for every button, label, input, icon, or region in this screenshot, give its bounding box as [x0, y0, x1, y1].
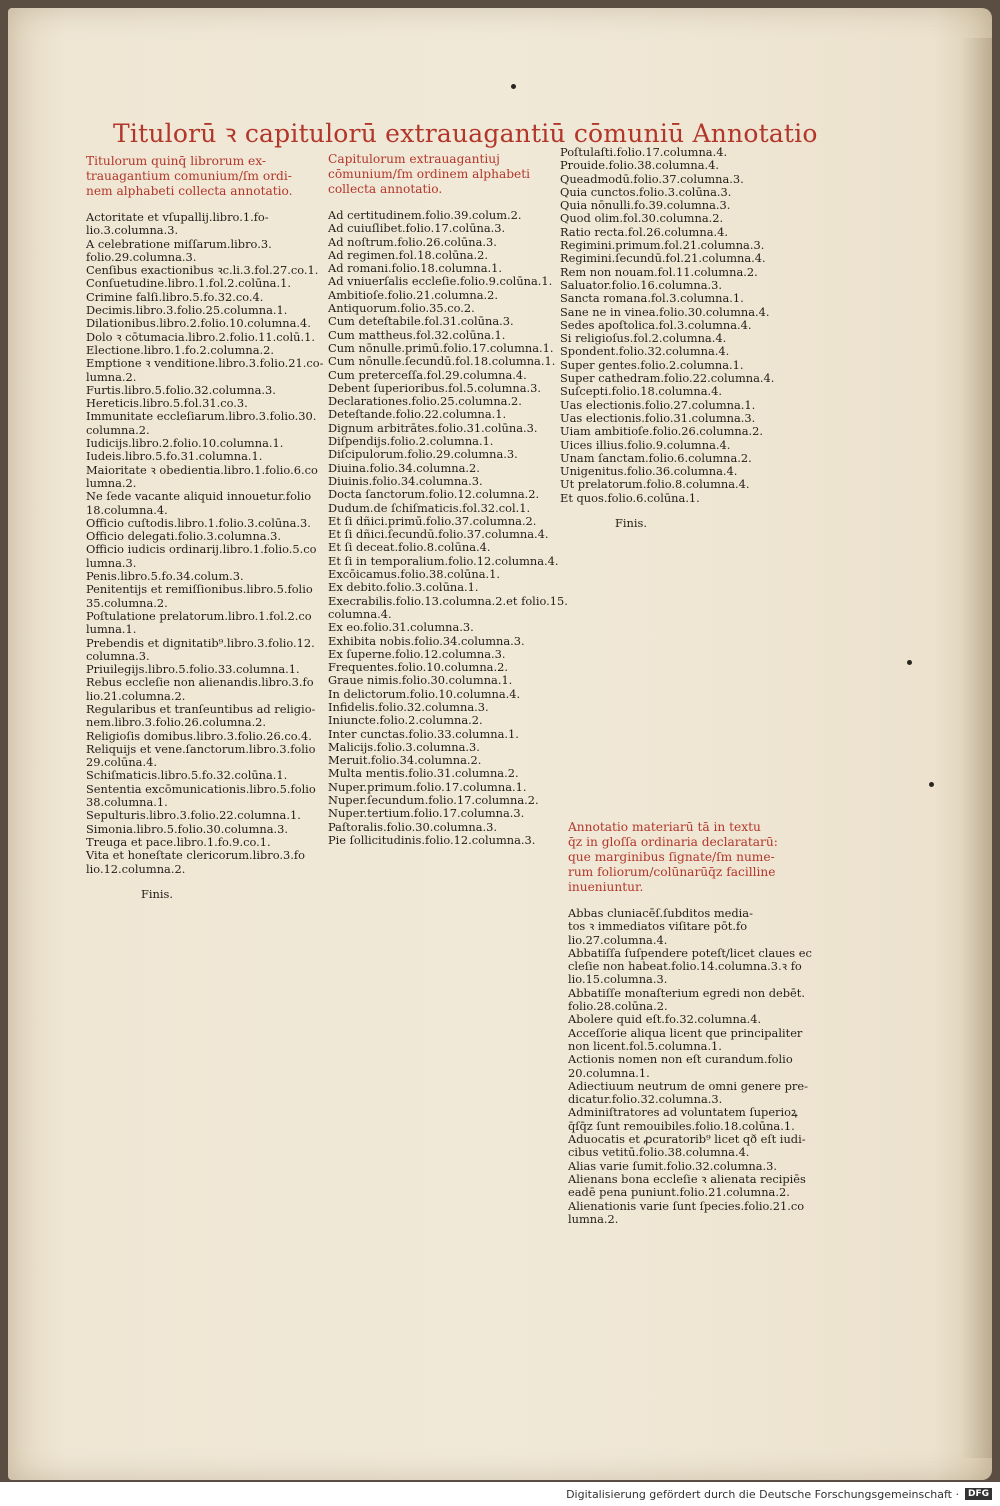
- index-entry: 20.columna.1.: [568, 1065, 650, 1080]
- index-entry: Infidelis.folio.32.columna.3.: [328, 699, 489, 714]
- index-entry: Reliquijs et vene.ſanctorum.libro.3.folio: [86, 741, 316, 756]
- index-entry: Multa mentis.folio.31.columna.2.: [328, 766, 519, 781]
- index-entry: Poſtulatione prelatorum.libro.1.fol.2.co: [86, 608, 312, 623]
- index-entry: Cum nōnulle.primū.folio.17.columna.1.: [328, 340, 554, 355]
- index-entry: Suſcepti.folio.18.columna.4.: [560, 384, 722, 399]
- column-chapters-index: [328, 152, 568, 847]
- column-heading-line: Annotatio materiarū tā in textu: [568, 820, 761, 834]
- index-entry: lio.12.columna.2.: [86, 861, 186, 876]
- column-heading-line: inueniuntur.: [568, 880, 644, 894]
- column-heading-line: rum foliorum/colūnarūq̄z facilline: [568, 865, 776, 879]
- index-entry: eadē pena puniunt.folio.21.columna.2.: [568, 1185, 790, 1200]
- column-heading-line: Titulorum quinq̄ librorum ex-: [86, 154, 267, 168]
- index-entry: folio.28.colūna.2.: [568, 999, 668, 1014]
- ink-spot: [929, 782, 934, 787]
- index-entry: Paſtoralis.folio.30.columna.3.: [328, 819, 497, 834]
- index-entry: Excōicamus.folio.38.colūna.1.: [328, 567, 500, 582]
- index-entry: Diuinis.folio.34.columna.3.: [328, 473, 483, 488]
- index-entry: Declarationes.folio.25.columna.2.: [328, 394, 522, 409]
- index-entry: Queadmodū.folio.37.columna.3.: [560, 171, 744, 186]
- index-entry: Rebus eccleſie non alienandis.libro.3.fo: [86, 675, 314, 690]
- column-heading-line: que marginibus ſignate/ſm nume-: [568, 850, 775, 864]
- index-entry: Quod olim.fol.30.columna.2.: [560, 211, 724, 226]
- index-entry: Ad romani.folio.18.columna.1.: [328, 261, 503, 276]
- index-entry: Simonia.libro.5.folio.30.columna.3.: [86, 821, 289, 836]
- index-entry: Et quos.folio.6.colūna.1.: [560, 490, 700, 505]
- index-entry: lumna.3.: [86, 555, 137, 570]
- index-entry: Emptione ꝛ venditione.libro.3.folio.21.co-: [86, 356, 324, 371]
- index-entry: Dudum.de ſchiſmaticis.fol.32.col.1.: [328, 500, 531, 515]
- index-entry: Officio cuſtodis.libro.1.folio.3.colūna.3.: [86, 515, 311, 530]
- index-entry: lio.27.columna.4.: [568, 932, 668, 947]
- index-entry: Furtis.libro.5.folio.32.columna.3.: [86, 382, 276, 397]
- index-entry: Iudicijs.libro.2.folio.10.columna.1.: [86, 436, 284, 451]
- index-entry: Nuper.tertium.folio.17.columna.3.: [328, 806, 525, 821]
- index-entry: Dilationibus.libro.2.folio.10.columna.4.: [86, 316, 311, 331]
- index-entry: Deteſtande.folio.22.columna.1.: [328, 407, 507, 422]
- page-edge-shadow: [960, 38, 992, 1458]
- index-entry: Officio iudicis ordinarij.libro.1.folio.5.co: [86, 542, 317, 557]
- ink-spot: [907, 660, 912, 665]
- index-entry: Prouide.folio.38.columna.4.: [560, 158, 719, 173]
- index-entry: Unigenitus.folio.36.columna.4.: [560, 464, 738, 479]
- index-entry: Penitentijs et remiſſionibus.libro.5.folio: [86, 582, 313, 597]
- finis-mark: Finis.: [615, 516, 647, 531]
- index-entry: Alias varie ſumit.folio.32.columna.3.: [568, 1158, 778, 1173]
- index-entry: Super gentes.folio.2.columna.1.: [560, 357, 744, 372]
- index-entry: Super cathedram.folio.22.columna.4.: [560, 371, 775, 386]
- finis-mark: Finis.: [141, 886, 173, 901]
- index-entry: 38.columna.1.: [86, 795, 168, 810]
- column-heading-line: cōmunium/ſm ordinem alphabeti: [328, 167, 531, 181]
- index-entry: tos ꝛ immediatos viſitare pōt.fo: [568, 919, 748, 934]
- index-entry: nem.libro.3.folio.26.columna.2.: [86, 715, 267, 730]
- index-entry: Ad certitudinem.folio.39.colum.2.: [328, 208, 522, 222]
- index-entry: Nuper.ſecundum.folio.17.columna.2.: [328, 793, 539, 808]
- index-entry: Docta ſanctorum.folio.12.columna.2.: [328, 487, 540, 502]
- index-entry: Officio delegati.folio.3.columna.3.: [86, 529, 282, 544]
- index-entry: Alienationis varie ſunt ſpecies.folio.21.co: [568, 1198, 805, 1213]
- index-entry: Adminiſtratores ad voluntatem ſuperioꝝ: [568, 1105, 798, 1120]
- index-entry: Malicijs.folio.3.columna.3.: [328, 739, 480, 754]
- column-heading-line: nem alphabeti collecta annotatio.: [86, 184, 293, 198]
- index-entry: columna.4.: [328, 606, 392, 621]
- index-entry: Cum nōnulle.ſecundū.fol.18.columna.1.: [328, 354, 556, 369]
- index-entry: Antiquorum.folio.35.co.2.: [328, 301, 475, 316]
- index-entry: Vita et honeſtate clericorum.libro.3.fo: [86, 848, 305, 863]
- index-entry: Ex eo.folio.31.columna.3.: [328, 620, 474, 635]
- index-entry: Quia cunctos.folio.3.colūna.3.: [560, 184, 732, 199]
- index-entry: Abbatiſſa ſuſpendere poteſt/licet claues ec: [568, 945, 812, 960]
- index-entry: Adiectiuum neutrum de omni genere pre-: [568, 1078, 808, 1093]
- index-entry: Prebendis et dignitatib⁹.libro.3.folio.12.: [86, 635, 315, 650]
- index-entry: lio.15.columna.3.: [568, 972, 668, 987]
- column-heading-line: Capitulorum extrauagantiuj: [328, 152, 500, 166]
- index-entry: folio.29.columna.3.: [86, 249, 197, 264]
- index-entry: Abbas cluniacēſ.ſubditos media-: [568, 906, 753, 920]
- index-entry: Actoritate et vſupallij.libro.1.fo-: [86, 210, 269, 224]
- index-entry: lumna.2.: [86, 475, 137, 490]
- index-entry: Hereticis.libro.5.fol.31.co.3.: [86, 396, 248, 411]
- index-entry: 29.colūna.4.: [86, 755, 157, 770]
- index-entry: Ad regimen.fol.18.colūna.2.: [328, 247, 489, 262]
- index-entry: Schiſmaticis.libro.5.fo.32.colūna.1.: [86, 768, 288, 783]
- index-entry: cibus vetitū.folio.38.columna.4.: [568, 1145, 750, 1160]
- index-entry: Acceſſorie aliqua licent que principaliter: [568, 1025, 803, 1040]
- index-entry: Saluator.folio.16.columna.3.: [560, 277, 722, 292]
- index-entry: Dignum arbitrātes.folio.31.colūna.3.: [328, 420, 538, 435]
- index-entry: Graue nimis.folio.30.columna.1.: [328, 673, 513, 688]
- index-entry: lumna.2.: [568, 1211, 619, 1226]
- ink-spot: [511, 84, 516, 89]
- index-entry: Abbatiſſe monaſterium egredi non debēt.: [568, 985, 805, 1000]
- index-entry: Actionis nomen non eſt curandum.folio: [568, 1052, 793, 1067]
- index-entry: Ad noſtrum.folio.26.colūna.3.: [328, 234, 497, 249]
- index-entry: In delictorum.folio.10.columna.4.: [328, 686, 521, 701]
- index-entry: Cum deteſtabile.fol.31.colūna.3.: [328, 314, 514, 329]
- index-entry: Immunitate eccleſiarum.libro.3.folio.30.: [86, 409, 317, 424]
- index-entry: Diuina.folio.34.columna.2.: [328, 460, 480, 475]
- index-entry: Nuper.primum.folio.17.columna.1.: [328, 779, 527, 794]
- index-entry: Meruit.folio.34.columna.2.: [328, 753, 482, 768]
- index-entry: Ad vniuerſalis eccleſie.folio.9.colūna.1.: [328, 274, 553, 289]
- index-entry: Rem non nouam.fol.11.columna.2.: [560, 264, 758, 279]
- index-entry: A celebratione miſſarum.libro.3.: [86, 236, 272, 251]
- index-entry: Diſcipulorum.folio.29.columna.3.: [328, 447, 518, 462]
- index-entry: Uas electionis.folio.31.columna.3.: [560, 410, 756, 425]
- index-entry: Sancta romana.fol.3.columna.1.: [560, 291, 744, 306]
- index-entry: Conſuetudine.libro.1.fol.2.colūna.1.: [86, 276, 291, 291]
- index-entry: Abolere quid eſt.fo.32.columna.4.: [568, 1012, 762, 1027]
- index-entry: 18.columna.4.: [86, 502, 168, 517]
- footer-credit: Digitalisierung gefördert durch die Deutsche Forschungsgemeinschaft ·: [566, 1487, 959, 1501]
- index-entry: q̄ſq̄z ſunt remouibiles.folio.18.colūna.1.: [568, 1118, 795, 1133]
- index-entry: Penis.libro.5.fo.34.colum.3.: [86, 569, 244, 584]
- index-entry: Ex ſuperne.folio.12.columna.3.: [328, 646, 506, 661]
- index-entry: Sedes apoſtolica.fol.3.columna.4.: [560, 317, 752, 332]
- page-title: Titulorū ꝛ capitulorū extrauagantiū cōmuniū Annotatio: [113, 119, 818, 148]
- index-entry: Cum preterceſſa.fol.29.columna.4.: [328, 367, 527, 382]
- index-entry: Uiam ambitioſe.folio.26.columna.2.: [560, 424, 764, 439]
- index-entry: Regimini.primum.fol.21.columna.3.: [560, 238, 765, 253]
- index-entry: Crimine falſi.libro.5.fo.32.co.4.: [86, 289, 264, 304]
- index-entry: Dolo ꝛ cōtumacia.libro.2.folio.11.colū.1.: [86, 329, 315, 344]
- column-chapters-index-continued: [560, 146, 790, 530]
- index-entry: Exhibita nobis.folio.34.columna.3.: [328, 633, 525, 648]
- index-entry: Ne ſede vacante aliquid innouetur.folio: [86, 489, 312, 504]
- book-page: [8, 8, 992, 1480]
- index-entry: Sane ne in vinea.folio.30.columna.4.: [560, 304, 770, 319]
- column-heading-line: q̄z in gloſſa ordinaria declaratarū:: [568, 835, 778, 849]
- index-entry: Cum mattheus.fol.32.colūna.1.: [328, 327, 506, 342]
- index-entry: Ambitioſe.folio.21.columna.2.: [328, 287, 499, 302]
- index-entry: Treuga et pace.libro.1.fo.9.co.1.: [86, 834, 271, 849]
- column-materials-index: [568, 820, 812, 1226]
- index-entry: Ad cuiuſlibet.folio.17.colūna.3.: [328, 221, 506, 236]
- index-entry: Et ſi deceat.folio.8.colūna.4.: [328, 540, 491, 555]
- dfg-logo: DFG: [965, 1488, 992, 1500]
- index-entry: Et ſi dñici.primū.folio.37.columna.2.: [328, 513, 537, 528]
- index-entry: Inter cunctas.folio.33.columna.1.: [328, 726, 519, 741]
- index-entry: Ut prelatorum.folio.8.columna.4.: [560, 477, 750, 492]
- digitization-footer: [0, 1482, 1000, 1506]
- index-entry: columna.3.: [86, 648, 150, 663]
- index-entry: 35.columna.2.: [86, 595, 168, 610]
- index-entry: Electione.libro.1.fo.2.columna.2.: [86, 342, 275, 357]
- column-heading-line: trauagantium comunium/ſm ordi-: [86, 169, 292, 183]
- index-entry: lio.3.columna.3.: [86, 223, 179, 238]
- index-entry: Religioſis domibus.libro.3.folio.26.co.4.: [86, 728, 312, 743]
- index-entry: lumna.2.: [86, 369, 137, 384]
- index-entry: Aduocatis et ꝓcuratorib⁹ licet qð eſt iudi-: [568, 1132, 806, 1147]
- index-entry: Regularibus et tranſeuntibus ad religio-: [86, 701, 316, 716]
- index-entry: Diſpendijs.folio.2.columna.1.: [328, 434, 494, 449]
- index-entry: Iniuncte.folio.2.columna.2.: [328, 713, 483, 728]
- index-entry: Si religioſus.fol.2.columna.4.: [560, 331, 727, 346]
- index-entry: Spondent.folio.32.columna.4.: [560, 344, 730, 359]
- index-entry: Quia nōnulli.fo.39.columna.3.: [560, 198, 731, 213]
- index-entry: lio.21.columna.2.: [86, 688, 186, 703]
- index-entry: Regimini.ſecundū.fol.21.columna.4.: [560, 251, 766, 266]
- index-entry: Poſtulaſti.folio.17.columna.4.: [560, 145, 728, 159]
- index-entry: Unam ſanctam.folio.6.columna.2.: [560, 450, 752, 465]
- index-entry: Priuilegijs.libro.5.folio.33.columna.1.: [86, 662, 300, 677]
- index-entry: Decimis.libro.3.folio.25.columna.1.: [86, 303, 288, 318]
- index-entry: lumna.1.: [86, 622, 137, 637]
- index-entry: Et ſi dñici.ſecundū.folio.37.columna.4.: [328, 527, 549, 542]
- index-entry: Sententia excōmunicationis.libro.5.folio: [86, 781, 316, 796]
- index-entry: Frequentes.folio.10.columna.2.: [328, 660, 508, 675]
- index-entry: Cenſibus exactionibus ꝛc.li.3.fol.27.co.1.: [86, 263, 319, 278]
- index-entry: non licent.fol.5.columna.1.: [568, 1038, 722, 1053]
- index-entry: columna.2.: [86, 422, 150, 437]
- index-entry: Et ſi in temporalium.folio.12.columna.4.: [328, 553, 559, 568]
- column-titles-index: [86, 154, 326, 901]
- index-entry: Maioritate ꝛ obedientia.libro.1.folio.6.co: [86, 462, 318, 477]
- index-entry: Ex debito.folio.3.colūna.1.: [328, 580, 479, 595]
- index-entry: cleſie non habeat.folio.14.columna.3.ꝛ fo: [568, 959, 802, 974]
- index-entry: Pie ſollicitudinis.folio.12.columna.3.: [328, 832, 536, 847]
- index-entry: Sepulturis.libro.3.folio.22.columna.1.: [86, 808, 301, 823]
- index-entry: Iudeis.libro.5.fo.31.columna.1.: [86, 449, 263, 464]
- index-entry: Debent ſuperioribus.fol.5.columna.3.: [328, 380, 541, 395]
- index-entry: Alienans bona eccleſie ꝛ alienata recipiēs: [568, 1171, 806, 1186]
- index-entry: Ratio recta.fol.26.columna.4.: [560, 224, 728, 239]
- column-heading-line: collecta annotatio.: [328, 182, 443, 196]
- index-entry: dicatur.folio.32.columna.3.: [568, 1092, 723, 1107]
- index-entry: Uices illius.folio.9.columna.4.: [560, 437, 731, 452]
- index-entry: Uas electionis.folio.27.columna.1.: [560, 397, 756, 412]
- index-entry: Execrabilis.folio.13.columna.2.et folio.15.: [328, 593, 568, 608]
